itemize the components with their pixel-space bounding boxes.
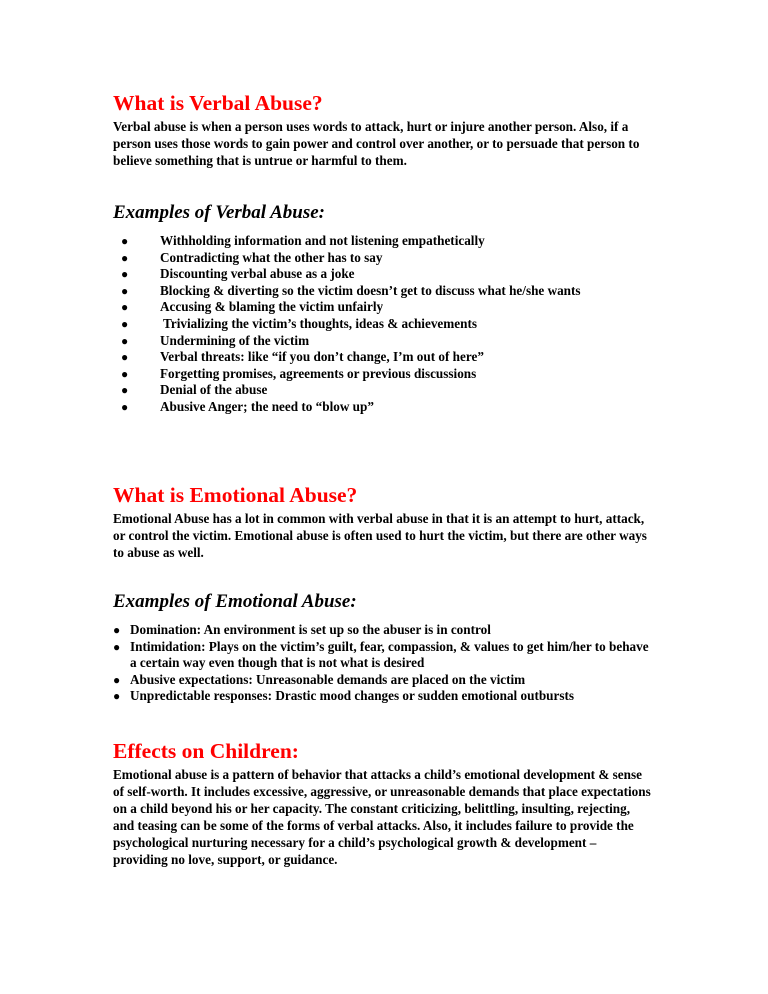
list-item: ● Blocking & diverting so the victim doesn’t get to discuss what he/she wants xyxy=(121,282,581,298)
verbal-examples-heading: Examples of Verbal Abuse: xyxy=(113,202,325,223)
emotional-examples-heading: Examples of Emotional Abuse: xyxy=(113,591,357,612)
bullet-icon: ● xyxy=(121,283,129,298)
verbal-abuse-section xyxy=(113,90,653,169)
children-effects-paragraph: Emotional abuse is a pattern of behavior that attacks a child’s emotional development & sense of self-worth. It includes excessive, aggressive, or unreasonable demands that place expectations on a child beyond his or her capacity. The constant criticizing, belittling, insulting, rejecting, and teasing can be some of the forms of verbal attacks. Also, it includes failure to provide the psychological nurturing necessary for a child’s psychological growth & development – providing no love, support, or guidance. xyxy=(113,767,651,867)
verbal-abuse-heading: What is Verbal Abuse? xyxy=(113,91,323,115)
bullet-icon: ● xyxy=(113,623,121,637)
children-effects-section xyxy=(113,738,653,868)
bullet-icon: ● xyxy=(113,672,121,687)
verbal-examples-list xyxy=(113,233,653,416)
list-item: ● Accusing & blaming the victim unfairly xyxy=(121,299,384,315)
list-item: ● Contradicting what the other has to say xyxy=(121,249,383,265)
bullet-icon: ● xyxy=(121,333,129,348)
list-item: ● Denial of the abuse xyxy=(121,382,268,398)
list-item: ● Forgetting promises, agreements or previous discussions xyxy=(121,365,477,381)
bullet-icon: ● xyxy=(113,639,121,654)
bullet-icon: ● xyxy=(121,383,129,398)
list-item: ● Withholding information and not listening empathetically xyxy=(121,233,485,248)
emotional-abuse-heading: What is Emotional Abuse? xyxy=(113,483,358,507)
bullet-icon: ● xyxy=(113,689,121,704)
children-effects-heading: Effects on Children: xyxy=(113,739,299,763)
emotional-abuse-section xyxy=(113,482,653,561)
emotional-abuse-definition: Emotional Abuse has a lot in common with verbal abuse in that it is an attempt to hurt, attack, or control the victim. Emotional abuse is often used to hurt the victim, but there are other ways to abuse as well. xyxy=(113,511,647,560)
list-item: ● Abusive expectations: Unreasonable demands are placed on the victim xyxy=(113,671,526,687)
verbal-examples-section xyxy=(113,201,653,416)
bullet-icon: ● xyxy=(121,250,129,265)
bullet-icon: ● xyxy=(121,234,129,248)
bullet-icon: ● xyxy=(121,316,129,331)
list-item: ● Trivializing the victim’s thoughts, ideas & achievements xyxy=(121,315,477,331)
bullet-icon: ● xyxy=(121,300,129,315)
list-item: ● Abusive Anger; the need to “blow up” xyxy=(121,398,374,414)
list-item: ● Unpredictable responses: Drastic mood changes or sudden emotional outbursts xyxy=(113,688,575,704)
verbal-abuse-definition: Verbal abuse is when a person uses words to attack, hurt or injure another person. Also, if a person uses those words to gain power and control over another, or to persuade that person to believe something that is untrue or harmful to them. xyxy=(113,119,640,168)
list-item: ● Discounting verbal abuse as a joke xyxy=(121,266,355,282)
list-item: ● Verbal threats: like “if you don’t change, I’m out of here” xyxy=(121,349,484,365)
list-item: ● Intimidation: Plays on the victim’s guilt, fear, compassion, & values to get him/her to behave a certain way even though that is not what is desired xyxy=(113,638,649,671)
bullet-icon: ● xyxy=(121,366,129,381)
list-item: ● Undermining of the victim xyxy=(121,332,310,348)
emotional-examples-section xyxy=(113,590,653,705)
bullet-icon: ● xyxy=(121,267,129,282)
bullet-icon: ● xyxy=(121,350,129,365)
emotional-examples-list xyxy=(113,622,653,705)
bullet-icon: ● xyxy=(121,399,129,414)
list-item: ● Domination: An environment is set up so the abuser is in control xyxy=(113,622,491,637)
